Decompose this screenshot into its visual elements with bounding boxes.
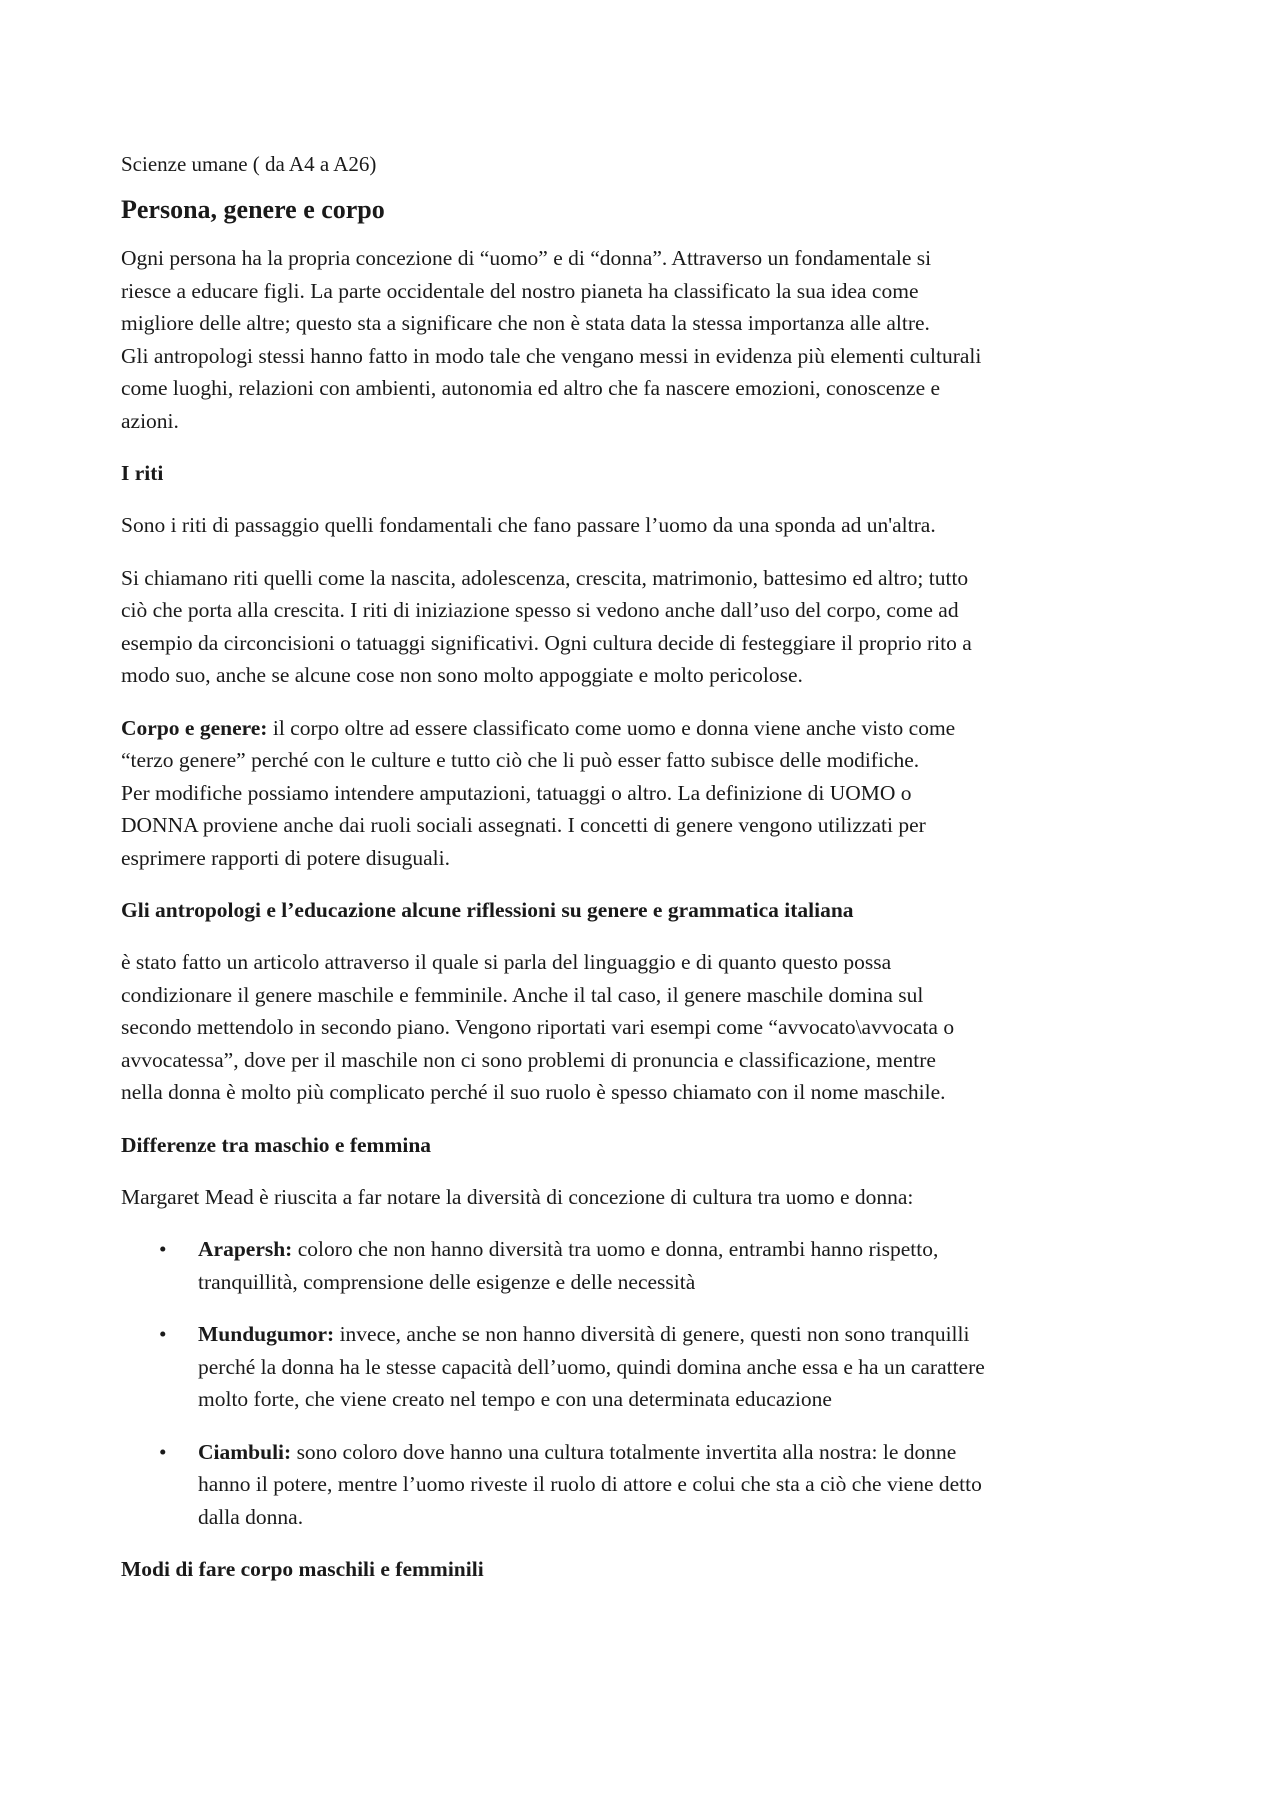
item-label: Ciambuli: [198, 1439, 292, 1464]
intro-paragraph [121, 242, 1171, 437]
corpo-genere-paragraph [121, 712, 1171, 875]
text-line: dalla donna. [198, 1504, 304, 1529]
text-line: hanno il potere, mentre l’uomo riveste il ruolo di attore e colui che sta a ciò che viene detto [198, 1472, 982, 1496]
text-line: secondo mettendolo in secondo piano. Vengono riportati vari esempi come “avvocato\avvocata o [121, 1015, 955, 1039]
text-line: molto forte, che viene creato nel tempo e con una determinata educazione [198, 1387, 832, 1411]
text-line: condizionare il genere maschile e femminile. Anche il tal caso, il genere maschile domina sul [121, 982, 924, 1007]
text-line: Gli antropologi stessi hanno fatto in modo tale che vengano messi in evidenza più elementi culturali [121, 343, 982, 368]
text-line: come luoghi, relazioni con ambienti, autonomia ed altro che fa nascere emozioni, conoscenze e [121, 376, 941, 400]
page-title: Persona, genere e corpo [121, 195, 385, 224]
document-page [121, 148, 1171, 1605]
text-line: migliore delle altre; questo sta a significare che non è stata data la stessa importanza alle altre. [121, 311, 930, 335]
section-heading-antropologi: Gli antropologi e l’educazione alcune riflessioni su genere e grammatica italiana [121, 898, 854, 922]
text-line: modo suo, anche se alcune cose non sono molto appoggiate e molto pericolose. [121, 663, 803, 687]
culture-list [121, 1233, 1171, 1533]
section-heading-modi: Modi di fare corpo maschili e femminili [121, 1557, 484, 1581]
list-item [121, 1318, 1171, 1416]
text-line: perché la donna ha le stesse capacità dell’uomo, quindi domina anche essa e ha un carattere [198, 1354, 985, 1379]
list-item [121, 1436, 1171, 1534]
section-heading-riti: I riti [121, 461, 164, 485]
text-line: esempio da circoncisioni o tatuaggi significativi. Ogni cultura decide di festeggiare il proprio rito a [121, 630, 972, 655]
text-line: tranquillità, comprensione delle esigenze e delle necessità [198, 1269, 696, 1294]
text-line [198, 1436, 1171, 1469]
text-span: coloro che non hanno diversità tra uomo e donna, entrambi hanno rispetto, [292, 1237, 939, 1261]
text-span: sono coloro dove hanno una cultura totalmente invertita alla nostra: le donne [291, 1439, 957, 1464]
text-line [198, 1318, 1171, 1351]
text-line [198, 1233, 1171, 1266]
text-line: nella donna è molto più complicato perché il suo ruolo è spesso chiamato con il nome maschile. [121, 1080, 946, 1104]
text-line: Ogni persona ha la propria concezione di “uomo” e di “donna”. Attraverso un fondamentale si [121, 246, 932, 270]
subject-line: Scienze umane ( da A4 a A26) [121, 152, 377, 176]
text-line: ciò che porta alla crescita. I riti di iniziazione spesso si vedono anche dall’uso del corpo, come ad [121, 598, 959, 622]
item-label: Mundugumor: [198, 1322, 335, 1346]
text-line: Si chiamano riti quelli come la nascita, adolescenza, crescita, matrimonio, battesimo ed altro; tutto [121, 565, 969, 590]
text-line: azioni. [121, 408, 179, 433]
antropologi-paragraph [121, 946, 1171, 1109]
text-line: “terzo genere” perché con le culture e tutto ciò che li può esser fatto subisce delle modifiche. [121, 748, 920, 772]
item-label: Arapersh: [198, 1237, 293, 1261]
text-line: DONNA proviene anche dai ruoli sociali assegnati. I concetti di genere vengono utilizzati per [121, 813, 926, 837]
riti-paragraph-1: Sono i riti di passaggio quelli fondamentali che fano passare l’uomo da una sponda ad un'altra. [121, 513, 936, 537]
text-line: avvocatessa”, dove per il maschile non ci sono problemi di pronuncia e classificazione, mentre [121, 1047, 936, 1072]
riti-paragraph-2 [121, 562, 1171, 692]
list-item [121, 1233, 1171, 1298]
bullet-icon: • [159, 1322, 167, 1346]
text-line [121, 712, 1171, 745]
text-line: riesce a educare figli. La parte occidentale del nostro pianeta ha classificato la sua idea come [121, 278, 919, 303]
text-line: è stato fatto un articolo attraverso il quale si parla del linguaggio e di quanto questo possa [121, 950, 892, 974]
text-line: esprimere rapporti di potere disuguali. [121, 845, 450, 870]
section-heading-differenze: Differenze tra maschio e femmina [121, 1132, 432, 1157]
text-span: invece, anche se non hanno diversità di genere, questi non sono tranquilli [334, 1322, 970, 1346]
differenze-intro: Margaret Mead è riuscita a far notare la diversità di concezione di cultura tra uomo e donna: [121, 1184, 914, 1209]
text-line: Per modifiche possiamo intendere amputazioni, tatuaggi o altro. La definizione di UOMO o [121, 780, 912, 805]
corpo-genere-label: Corpo e genere: [121, 715, 268, 740]
bullet-icon: • [159, 1439, 167, 1464]
bullet-icon: • [159, 1237, 167, 1261]
text-span: il corpo oltre ad essere classificato come uomo e donna viene anche visto come [267, 715, 956, 740]
